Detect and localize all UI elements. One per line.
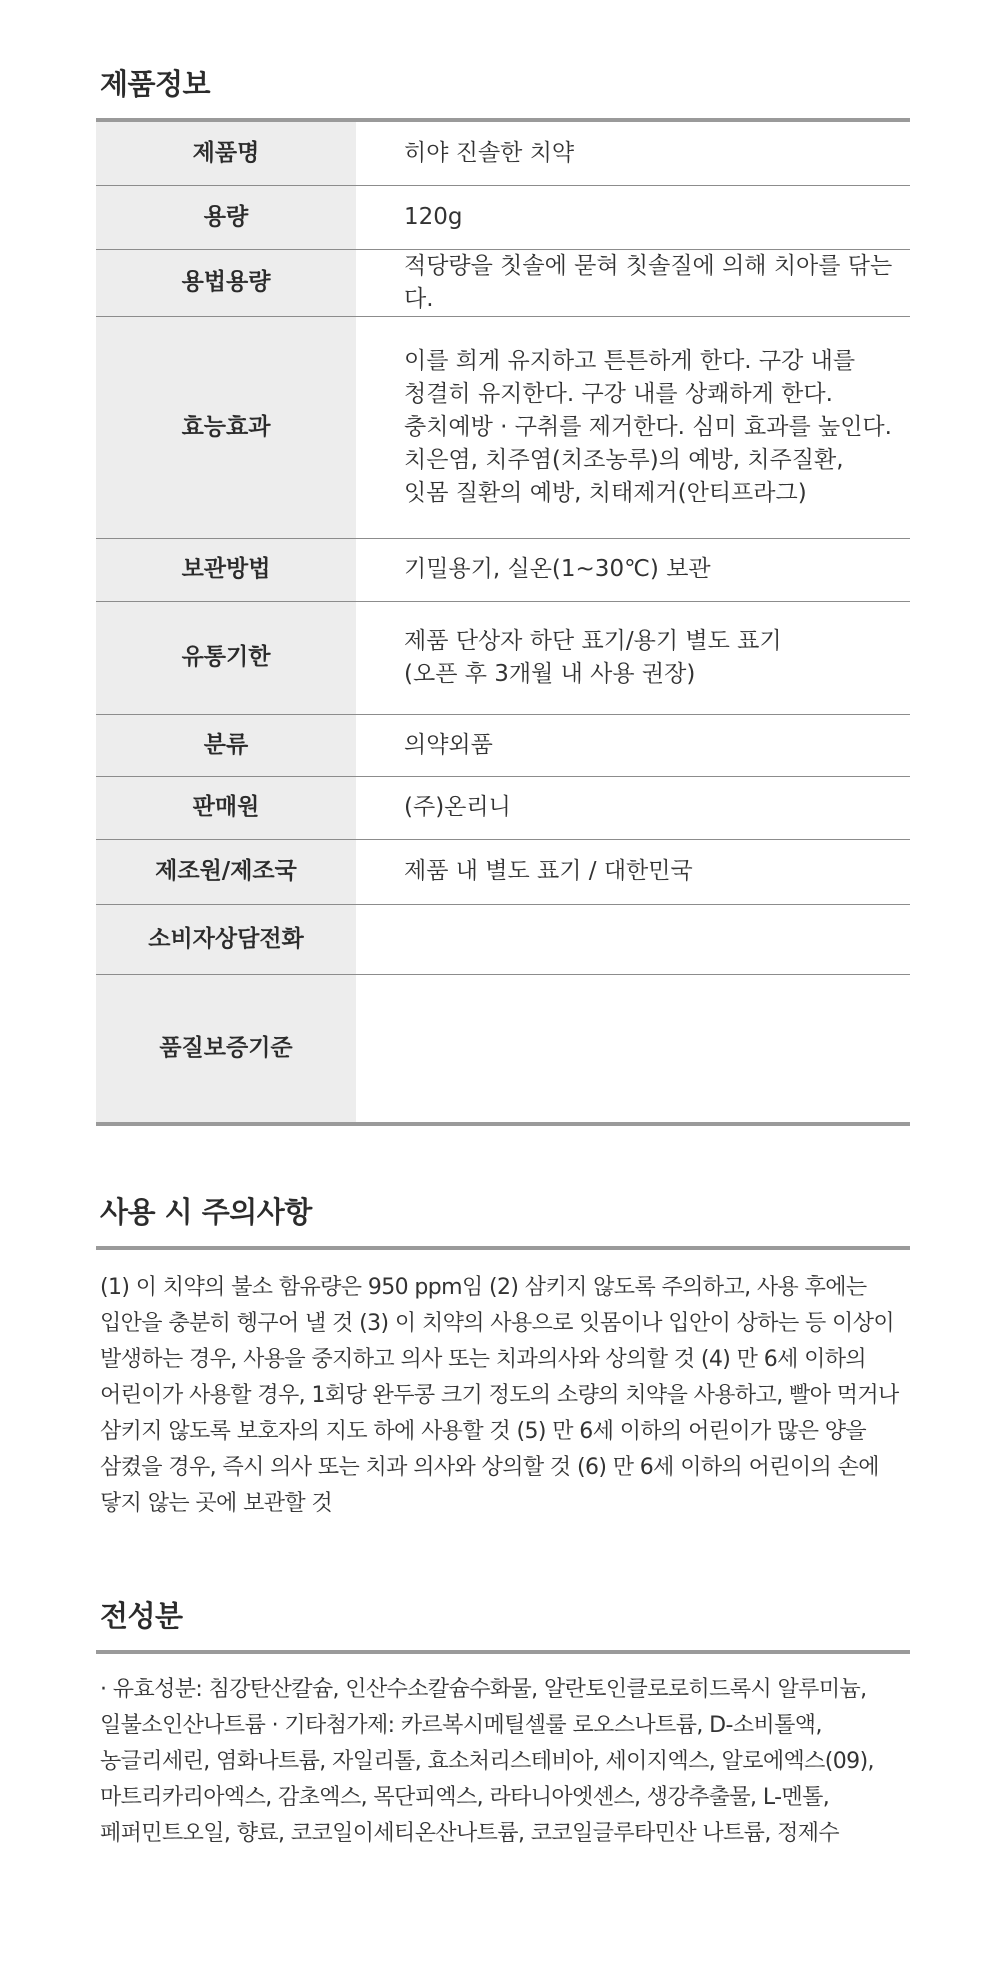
- product-info-title: 제품정보: [100, 67, 211, 101]
- info-value: 적당량을 칫솔에 묻혀 칫솔질에 의해 치아를 닦는다.: [356, 249, 910, 316]
- info-value: 히야 진솔한 치약: [356, 122, 910, 185]
- info-label: 판매원: [96, 776, 356, 839]
- info-value: (주)온리니: [356, 776, 910, 839]
- info-row-seller: [96, 776, 910, 839]
- value-line: 잇몸 질환의 예방, 치태제거(안티프라그): [404, 479, 807, 506]
- info-row-product-name: [96, 122, 910, 185]
- info-label: 유통기한: [96, 601, 356, 714]
- info-label: 제품명: [96, 122, 356, 185]
- info-value: 기밀용기, 실온(1~30℃) 보관: [356, 538, 910, 601]
- info-label: 제조원/제조국: [96, 839, 356, 904]
- product-info-table: [96, 122, 910, 1126]
- info-label: 소비자상담전화: [96, 904, 356, 974]
- info-value: 의약외품: [356, 714, 910, 776]
- info-row-usage: [96, 249, 910, 316]
- info-row-expiry: [96, 601, 910, 714]
- info-row-efficacy: [96, 316, 910, 538]
- value-line: 제품 단상자 하단 표기/용기 별도 표기: [404, 627, 782, 654]
- value-line: 청결히 유지한다. 구강 내를 상쾌하게 한다.: [404, 380, 833, 407]
- info-value: [356, 974, 910, 1124]
- info-row-storage: [96, 538, 910, 601]
- info-row-quality-standard: [96, 974, 910, 1124]
- ingredients-rule: [96, 1650, 910, 1654]
- info-value: [356, 904, 910, 974]
- info-label: 용법용량: [96, 249, 356, 316]
- info-value: [356, 316, 910, 538]
- info-row-category: [96, 714, 910, 776]
- value-line: 이를 희게 유지하고 튼튼하게 한다. 구강 내를: [404, 347, 856, 374]
- info-label: 용량: [96, 185, 356, 249]
- info-label: 효능효과: [96, 316, 356, 538]
- ingredients-title: 전성분: [100, 1599, 183, 1633]
- cautions-text: (1) 이 치약의 불소 함유량은 950 ppm임 (2) 삼키지 않도록 주의하고, 사용 후에는 입안을 충분히 헹구어 낼 것 (3) 이 치약의 사용으로 잇몸이나 입안이 상하는 등 이상이 발생하는 경우, 사용을 중지하고 의사 또는 치과의사와 상의할 것 (4) 만 6세 이하의 어린이가 사용할 경우, 1회당 완두콩 크기 정도의 소량의 치약을 사용하고, 빨아 먹거나 삼키지 않도록 보호자의 지도 하에 사용할 것 (5) 만 6세 이하의 어린이가 많은 양을 삼켰을 경우, 즉시 의사 또는 치과 의사와 상의할 것 (6) 만 6세 이하의 어린이의 손에 닿지 않는 곳에 보관할 것: [100, 1275, 899, 1516]
- info-row-manufacturer: [96, 839, 910, 904]
- info-label: 보관방법: [96, 538, 356, 601]
- info-row-consumer-phone: [96, 904, 910, 974]
- info-label: 분류: [96, 714, 356, 776]
- info-value: [356, 601, 910, 714]
- info-label: 품질보증기준: [96, 974, 356, 1124]
- info-row-capacity: [96, 185, 910, 249]
- info-value: 제품 내 별도 표기 / 대한민국: [356, 839, 910, 904]
- value-line: 치은염, 치주염(치조농루)의 예방, 치주질환,: [404, 446, 844, 473]
- cautions-rule: [96, 1246, 910, 1250]
- value-line: (오픈 후 3개월 내 사용 권장): [404, 660, 696, 687]
- ingredients-text: · 유효성분: 침강탄산칼슘, 인산수소칼슘수화물, 알란토인클로로히드록시 알루미늄, 일불소인산나트륨 · 기타첨가제: 카르복시메틸셀룰 로오스나트륨, D-소비톨액, 농글리세린, 염화나트륨, 자일리톨, 효소처리스테비아, 세이지엑스, 알로에엑스(09), 마트리카리아엑스, 감초엑스, 목단피엑스, 라타니아엣센스, 생강추출물, L-멘톨, 페퍼민트오일, 향료, 코코일이세티온산나트륨, 코코일글루타민산 나트륨, 정제수: [100, 1677, 874, 1846]
- value-line: 충치예방 · 구취를 제거한다. 심미 효과를 높인다.: [404, 413, 892, 440]
- info-value: 120g: [356, 185, 910, 249]
- cautions-title: 사용 시 주의사항: [100, 1195, 312, 1229]
